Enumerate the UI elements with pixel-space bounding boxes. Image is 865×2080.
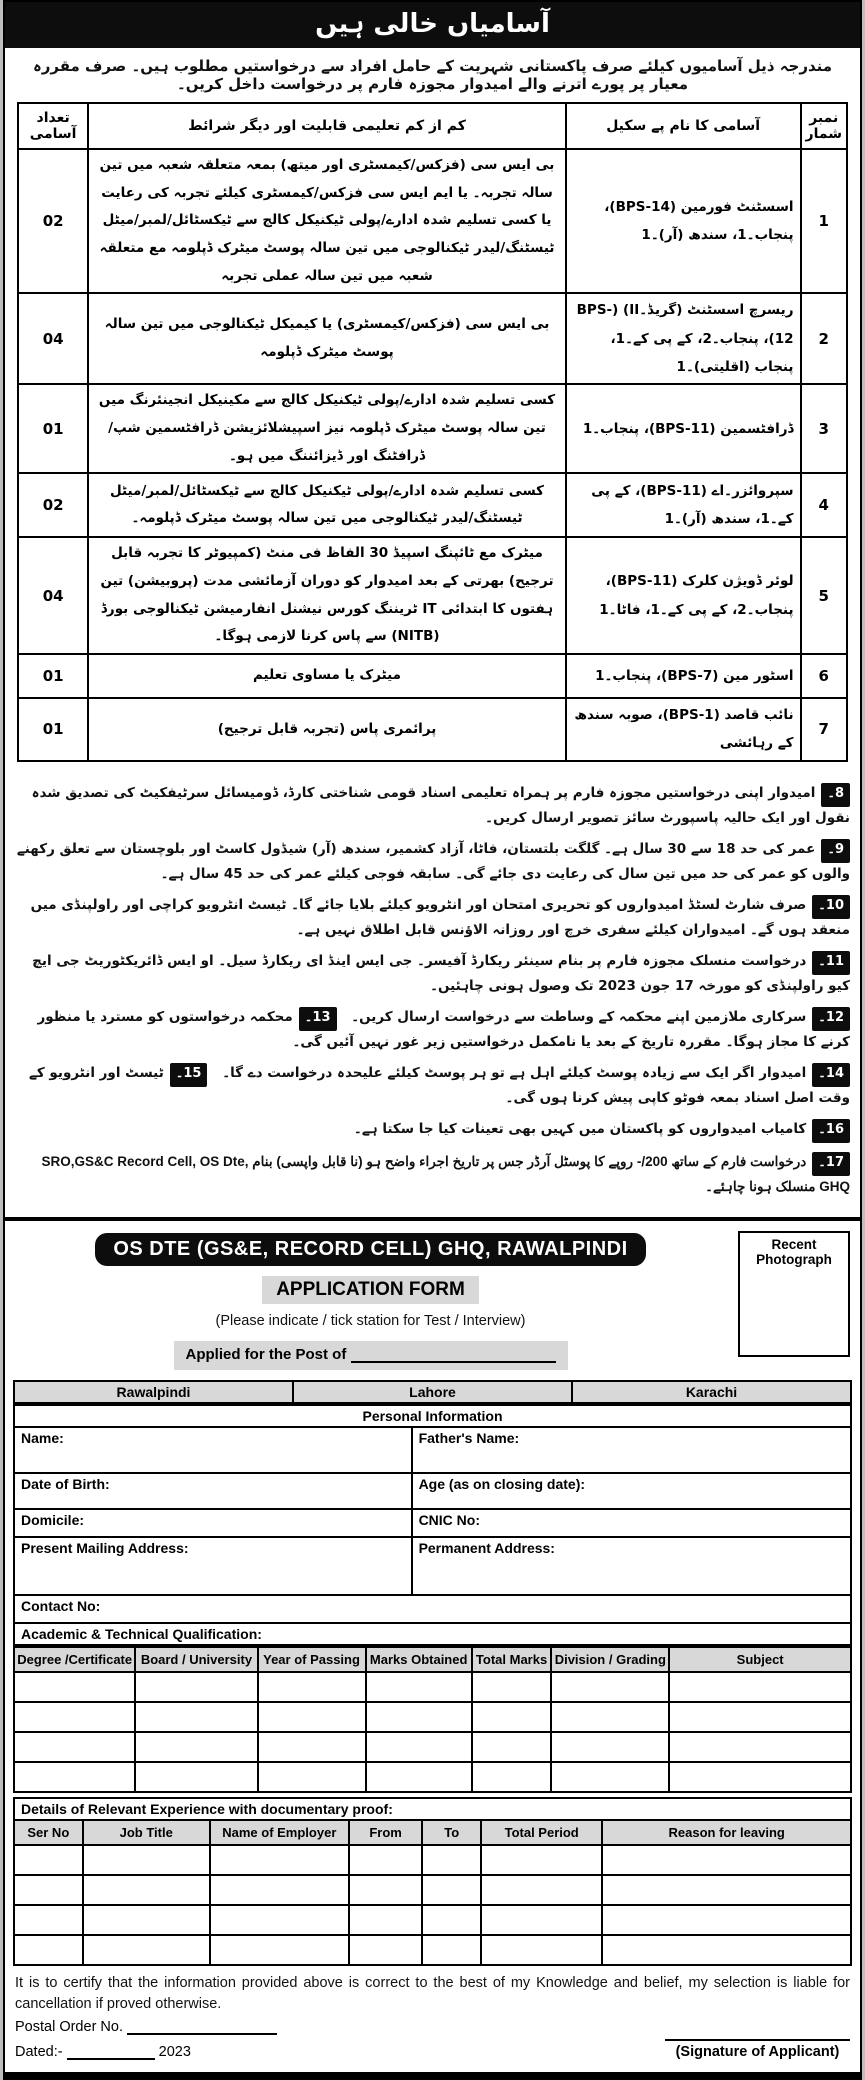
job-qualification: بی ایس سی (فزکس/کیمسٹری اور میتھ) بمعہ متعلقہ شعبہ میں تین سالہ تجربہ۔ یا ایم ایس سی فزکس/کیمسٹری کیلئے تجربہ کی رعایت یا کسی تسلیم شدہ ادارے/پولی ٹیکنیکل کالج سے ٹیکسٹائل/لمبر/میٹل ٹیسٹنگ/لیدر ٹیکنالوجی میں تین سالہ پوسٹ میٹرک ڈپلومہ مع متعلقہ شعبہ میں تین سالہ عملی تجربہ xyxy=(88,149,566,293)
job-count: 02 xyxy=(18,473,88,537)
note-number-badge: 14۔ xyxy=(812,1063,850,1087)
applied-for-blank[interactable] xyxy=(351,1349,556,1363)
academic-cell[interactable] xyxy=(135,1732,257,1762)
jobs-table xyxy=(17,102,848,762)
academic-cell[interactable] xyxy=(14,1762,135,1792)
job-qualification: میٹرک یا مساوی تعلیم xyxy=(88,654,566,698)
postal-order-row xyxy=(15,2019,850,2035)
present-address-field[interactable]: Present Mailing Address: xyxy=(14,1537,412,1595)
form-header xyxy=(13,1227,852,1370)
table-row xyxy=(18,149,847,293)
experience-cell[interactable] xyxy=(481,1845,602,1875)
experience-cell[interactable] xyxy=(14,1905,83,1935)
job-count: 04 xyxy=(18,537,88,654)
experience-cell[interactable] xyxy=(83,1875,210,1905)
experience-header: Job Title xyxy=(83,1820,210,1845)
name-field[interactable]: Name: xyxy=(14,1427,412,1473)
academic-table xyxy=(13,1646,852,1793)
academic-cell[interactable] xyxy=(258,1672,366,1702)
academic-cell[interactable] xyxy=(135,1672,257,1702)
academic-cell[interactable] xyxy=(551,1762,669,1792)
job-serial: 4 xyxy=(801,473,847,537)
academic-cell[interactable] xyxy=(551,1732,669,1762)
experience-cell[interactable] xyxy=(602,1905,851,1935)
academic-header: Division / Grading xyxy=(551,1647,669,1672)
academic-cell[interactable] xyxy=(366,1732,472,1762)
job-post: نائب قاصد (BPS-1)، صوبہ سندھ کے رہائشی xyxy=(566,698,801,761)
experience-cell[interactable] xyxy=(481,1875,602,1905)
job-post: اسسٹنٹ فورمین (BPS-14)، پنجاب۔1، سندھ (آر)۔1 xyxy=(566,149,801,293)
experience-cell[interactable] xyxy=(422,1875,481,1905)
experience-cell[interactable] xyxy=(422,1845,481,1875)
intro-paragraph: مندرجہ ذیل آسامیوں کیلئے صرف پاکستانی شہریت کے حامل افراد سے درخواستیں مطلوب ہیں۔ صرف مقررہ معیار پر پورے اترنے والے امیدوار مجوزہ فارم پر درخواست داخل کریں۔ xyxy=(32,57,833,93)
academic-empty-row xyxy=(14,1702,851,1732)
age-field[interactable]: Age (as on closing date): xyxy=(412,1473,851,1509)
experience-cell[interactable] xyxy=(349,1845,423,1875)
job-count: 01 xyxy=(18,654,88,698)
academic-header: Marks Obtained xyxy=(366,1647,472,1672)
dated-label: Dated:- xyxy=(15,2044,63,2061)
experience-empty-row xyxy=(14,1905,851,1935)
dated-year: 2023 xyxy=(158,2044,191,2061)
academic-cell[interactable] xyxy=(472,1732,552,1762)
academic-header: Degree /Certificate xyxy=(14,1647,135,1672)
experience-header-row xyxy=(14,1820,851,1845)
table-row xyxy=(14,1623,851,1645)
note-text: سرکاری ملازمین اپنے محکمہ کے وساطت سے درخواست ارسال کریں۔ xyxy=(351,1008,807,1025)
note-line xyxy=(15,838,850,886)
job-count: 02 xyxy=(18,149,88,293)
academic-cell[interactable] xyxy=(472,1762,552,1792)
signature-block xyxy=(665,2039,850,2060)
note-line xyxy=(15,1151,850,1199)
job-post: ریسرچ اسسٹنٹ (گریڈ۔II) (BPS-12)، پنجاب۔2، کے پی کے۔1، پنجاب (اقلیتی)۔1 xyxy=(566,293,801,384)
form-footer xyxy=(15,2039,850,2060)
job-qualification: کسی تسلیم شدہ ادارے/پولی ٹیکنیکل کالج سے مکینیکل انجینئرنگ میں تین سالہ پوسٹ میٹرک ڈپلومہ نیز اسپیشلائزیشن ڈرافٹسمین شپ/ڈرافٹنگ اور ڈیزائننگ میں ہو۔ xyxy=(88,384,566,473)
academic-cell[interactable] xyxy=(669,1732,851,1762)
tick-station-instruction: (Please indicate / tick station for Test / Interview) xyxy=(215,1313,526,1330)
experience-cell[interactable] xyxy=(14,1935,83,1965)
job-advertisement-page xyxy=(3,0,862,2080)
note-text: عمر کی حد 18 سے 30 سال ہے۔ گلگت بلتستان، فاٹا، آزاد کشمیر، سندھ (آر) شیڈول کاسٹ اور بلوچستان سے تعلق رکھنے والوں کو عمر کی حد میں تین سال کی رعایت دی جائے گی۔ سابقہ فوجی کیلئے عمر کی حد 45 سال ہے۔ xyxy=(16,840,850,882)
experience-cell[interactable] xyxy=(349,1905,423,1935)
academic-cell[interactable] xyxy=(669,1762,851,1792)
form-header-left xyxy=(13,1227,728,1370)
job-post: اسٹور مین (BPS-7)، پنجاب۔1 xyxy=(566,654,801,698)
experience-cell[interactable] xyxy=(349,1935,423,1965)
academic-cell[interactable] xyxy=(14,1732,135,1762)
jobs-header-row xyxy=(18,103,847,149)
experience-cell[interactable] xyxy=(14,1875,83,1905)
stations-row xyxy=(14,1381,851,1403)
note-number-badge: 11۔ xyxy=(812,951,850,975)
postal-order-blank[interactable] xyxy=(127,2021,277,2035)
table-row xyxy=(14,1405,851,1427)
table-row xyxy=(18,654,847,698)
experience-header: Total Period xyxy=(481,1820,602,1845)
photo-box xyxy=(738,1231,850,1357)
academic-empty-row xyxy=(14,1672,851,1702)
academic-cell[interactable] xyxy=(366,1702,472,1732)
job-serial: 2 xyxy=(801,293,847,384)
job-qualification: بی ایس سی (فزکس/کیمسٹری) یا کیمیکل ٹیکنالوجی میں تین سالہ پوسٹ میٹرک ڈپلومہ xyxy=(88,293,566,384)
stations-table xyxy=(13,1380,852,1404)
office-title: OS DTE (GS&E, RECORD CELL) GHQ, RAWALPINDI xyxy=(95,1233,645,1266)
academic-header: Subject xyxy=(669,1647,851,1672)
note-text: کامیاب امیدواروں کو پاکستان میں کہیں بھی تعینات کیا جا سکتا ہے۔ xyxy=(353,1120,807,1137)
job-count: 04 xyxy=(18,293,88,384)
postal-order-label: Postal Order No. xyxy=(15,2019,123,2036)
note-line xyxy=(15,950,850,998)
job-post: ڈرافٹسمین (BPS-11)، پنجاب۔1 xyxy=(566,384,801,473)
signature-label: (Signature of Applicant) xyxy=(675,2044,840,2061)
table-row xyxy=(18,473,847,537)
note-number-badge: 17۔ xyxy=(812,1152,850,1176)
note-number-badge: 15۔ xyxy=(170,1063,208,1087)
job-count: 01 xyxy=(18,384,88,473)
station-lahore[interactable]: Lahore xyxy=(293,1381,572,1403)
job-qualification: پرائمری پاس (تجربہ قابل ترجیح) xyxy=(88,698,566,761)
academic-header: Total Marks xyxy=(472,1647,552,1672)
table-row xyxy=(14,1427,851,1473)
note-text: درخواست فارم کے ساتھ 200/- روپے کا پوسٹل آرڈر جس پر تاریخ اجراء واضح ہو (نا قابل واپسی) بنام SRO,GS&C Record Cell, OS Dte, GHQ منسلک ہونا چاہئے۔ xyxy=(41,1154,850,1195)
experience-empty-row xyxy=(14,1875,851,1905)
experience-cell[interactable] xyxy=(602,1875,851,1905)
academic-empty-row xyxy=(14,1732,851,1762)
table-row xyxy=(18,384,847,473)
job-qualification: میٹرک مع ٹائپنگ اسپیڈ 30 الفاظ فی منٹ (کمپیوٹر کا تجربہ قابل ترجیح) بھرتی کے بعد امیدوار کو دوران آزمائشی مدت (پروبیشن) تین ہفتوں کا ابتدائی IT ٹریننگ کورس نیشنل انفارمیشن ٹیکنالوجی بورڈ (NITB) سے پاس کرنا لازمی ہوگا۔ xyxy=(88,537,566,654)
note-number-badge: 13۔ xyxy=(299,1007,337,1031)
contact-no-field[interactable]: Contact No: xyxy=(14,1595,851,1623)
note-number-badge: 8۔ xyxy=(821,783,850,807)
table-row xyxy=(14,1509,851,1537)
experience-cell[interactable] xyxy=(83,1905,210,1935)
job-post: سپروائزر۔اے (BPS-11)، کے پی کے۔1، سندھ (آر)۔1 xyxy=(566,473,801,537)
application-form-section xyxy=(5,1217,860,2072)
certification-statement: It is to certify that the information provided above is correct to the best of my Knowledge and belief, my selection is liable for cancellation if proved otherwise. xyxy=(15,1975,850,2013)
permanent-address-field[interactable]: Permanent Address: xyxy=(412,1537,851,1595)
table-row xyxy=(14,1473,851,1509)
academic-cell[interactable] xyxy=(472,1702,552,1732)
academic-cell[interactable] xyxy=(258,1702,366,1732)
experience-cell[interactable] xyxy=(83,1845,210,1875)
experience-header: Reason for leaving xyxy=(602,1820,851,1845)
personal-info-table xyxy=(13,1404,852,1646)
experience-section-title: Details of Relevant Experience with documentary proof: xyxy=(14,1798,851,1820)
photo-box-label: Recent Photograph xyxy=(756,1237,832,1268)
note-line xyxy=(15,1006,850,1054)
experience-cell[interactable] xyxy=(481,1935,602,1965)
experience-empty-row xyxy=(14,1935,851,1965)
academic-cell[interactable] xyxy=(14,1672,135,1702)
experience-cell[interactable] xyxy=(481,1905,602,1935)
experience-header: Name of Employer xyxy=(210,1820,349,1845)
academic-cell[interactable] xyxy=(258,1732,366,1762)
experience-cell[interactable] xyxy=(210,1845,349,1875)
jobs-header-serial: نمبر شمار xyxy=(801,103,847,149)
father-name-field[interactable]: Father's Name: xyxy=(412,1427,851,1473)
station-karachi[interactable]: Karachi xyxy=(572,1381,851,1403)
application-form-title: APPLICATION FORM xyxy=(262,1276,479,1304)
note-line xyxy=(15,1062,850,1110)
cnic-field[interactable]: CNIC No: xyxy=(412,1509,851,1537)
note-text: درخواست منسلک مجوزہ فارم پر بنام سینئر ریکارڈ آفیسر۔ جی ایس اینڈ ای ریکارڈ سیل۔ او ایس ڈائریکٹوریٹ جی ایچ کیو راولپنڈی کو مورخہ 17 جون 2023 تک وصول ہونی چاہئیں۔ xyxy=(32,952,850,994)
note-text: امیدوار اپنی درخواستیں مجوزہ فارم پر ہمراہ تعلیمی اسناد قومی شناختی کارڈ، ڈومیسائل سرٹیفکیٹ کی تصدیق شدہ نقول اور ایک حالیہ پاسپورٹ سائز تصویر ارسال کریں۔ xyxy=(31,784,850,826)
experience-cell[interactable] xyxy=(210,1875,349,1905)
experience-cell[interactable] xyxy=(602,1935,851,1965)
note-text: محکمہ درخواستوں کو مسترد یا منظور کرنے کا مجاز ہوگا۔ مقررہ تاریخ کے بعد یا نامکمل درخواستیں زیر غور نہیں آئیں گی۔ xyxy=(37,1008,850,1050)
experience-cell[interactable] xyxy=(14,1845,83,1875)
jobs-header-count: تعداد آسامی xyxy=(18,103,88,149)
job-serial: 1 xyxy=(801,149,847,293)
job-serial: 6 xyxy=(801,654,847,698)
vacancy-banner xyxy=(5,2,860,48)
academic-cell[interactable] xyxy=(472,1672,552,1702)
applied-for-label: Applied for the Post of xyxy=(185,1346,347,1364)
academic-cell[interactable] xyxy=(551,1672,669,1702)
academic-empty-row xyxy=(14,1762,851,1792)
jobs-header-qualification: کم از کم تعلیمی قابلیت اور دیگر شرائط xyxy=(88,103,566,149)
job-serial: 3 xyxy=(801,384,847,473)
experience-cell[interactable] xyxy=(210,1905,349,1935)
dated-blank[interactable] xyxy=(67,2046,155,2060)
jobs-header-post: آسامی کا نام پے سکیل xyxy=(566,103,801,149)
experience-header: To xyxy=(422,1820,481,1845)
banner-title: آسامیاں خالی ہیں xyxy=(315,9,550,39)
academic-cell[interactable] xyxy=(366,1672,472,1702)
experience-cell[interactable] xyxy=(83,1935,210,1965)
note-text: امیدوار اگر ایک سے زیادہ پوسٹ کیلئے اہل ہے تو ہر پوسٹ کیلئے علیحدہ درخواست دے گا۔ xyxy=(222,1064,807,1081)
note-text: صرف شارٹ لسٹڈ امیدواروں کو تحریری امتحان اور انٹرویو کیلئے بلایا جائے گا۔ ٹیسٹ انٹرویو کراچی اور راولپنڈی میں منعقد ہوں گے۔ امیدواران کیلئے سفری خرچ اور روزانہ الاؤنس قابل اطلاق نہیں ہے۔ xyxy=(30,896,850,938)
dated-row xyxy=(15,2044,191,2060)
experience-header: Ser No xyxy=(14,1820,83,1845)
experience-cell[interactable] xyxy=(602,1845,851,1875)
note-text: ٹیسٹ اور انٹرویو کے وقت اصل اسناد بمعہ فوٹو کاپی پیش کرنا ہوں گی۔ xyxy=(28,1064,850,1107)
job-serial: 7 xyxy=(801,698,847,761)
academic-cell[interactable] xyxy=(669,1702,851,1732)
note-line xyxy=(15,1118,850,1143)
note-number-badge: 10۔ xyxy=(812,895,850,919)
table-row xyxy=(18,698,847,761)
table-row xyxy=(14,1537,851,1595)
academic-header-row xyxy=(14,1647,851,1672)
note-line xyxy=(15,782,850,830)
academic-section-title: Academic & Technical Qualification: xyxy=(14,1623,851,1645)
job-serial: 5 xyxy=(801,537,847,654)
experience-table xyxy=(13,1797,852,1966)
job-post: لوئر ڈویژن کلرک (BPS-11)، پنجاب۔2، کے پی کے۔1، فاٹا۔1 xyxy=(566,537,801,654)
domicile-field[interactable]: Domicile: xyxy=(14,1509,412,1537)
experience-header: From xyxy=(349,1820,423,1845)
academic-cell[interactable] xyxy=(135,1762,257,1792)
table-row xyxy=(18,293,847,384)
experience-cell[interactable] xyxy=(349,1875,423,1905)
table-row xyxy=(14,1798,851,1820)
academic-cell[interactable] xyxy=(366,1762,472,1792)
urdu-ad-section xyxy=(5,2,860,1217)
personal-info-title: Personal Information xyxy=(14,1405,851,1427)
station-rawalpindi[interactable]: Rawalpindi xyxy=(14,1381,293,1403)
note-number-badge: 16۔ xyxy=(812,1119,850,1143)
note-number-badge: 9۔ xyxy=(821,839,850,863)
experience-empty-row xyxy=(14,1845,851,1875)
academic-cell[interactable] xyxy=(14,1702,135,1732)
table-row xyxy=(14,1595,851,1623)
date-of-birth-field[interactable]: Date of Birth: xyxy=(14,1473,412,1509)
academic-header: Board / University xyxy=(135,1647,257,1672)
experience-cell[interactable] xyxy=(422,1935,481,1965)
note-number-badge: 12۔ xyxy=(812,1007,850,1031)
academic-cell[interactable] xyxy=(669,1672,851,1702)
experience-cell[interactable] xyxy=(210,1935,349,1965)
signature-line[interactable] xyxy=(665,2039,850,2041)
note-line xyxy=(15,894,850,942)
job-qualification: کسی تسلیم شدہ ادارے/پولی ٹیکنیکل کالج سے ٹیکسٹائل/لمبر/میٹل ٹیسٹنگ/لیدر ٹیکنالوجی میں تین سالہ پوسٹ میٹرک ڈپلومہ۔ xyxy=(88,473,566,537)
applied-for-post xyxy=(174,1341,568,1370)
academic-cell[interactable] xyxy=(258,1762,366,1792)
academic-cell[interactable] xyxy=(135,1702,257,1732)
experience-cell[interactable] xyxy=(422,1905,481,1935)
table-row xyxy=(18,537,847,654)
job-count: 01 xyxy=(18,698,88,761)
academic-cell[interactable] xyxy=(551,1702,669,1732)
notes-list xyxy=(5,768,860,1217)
academic-header: Year of Passing xyxy=(258,1647,366,1672)
